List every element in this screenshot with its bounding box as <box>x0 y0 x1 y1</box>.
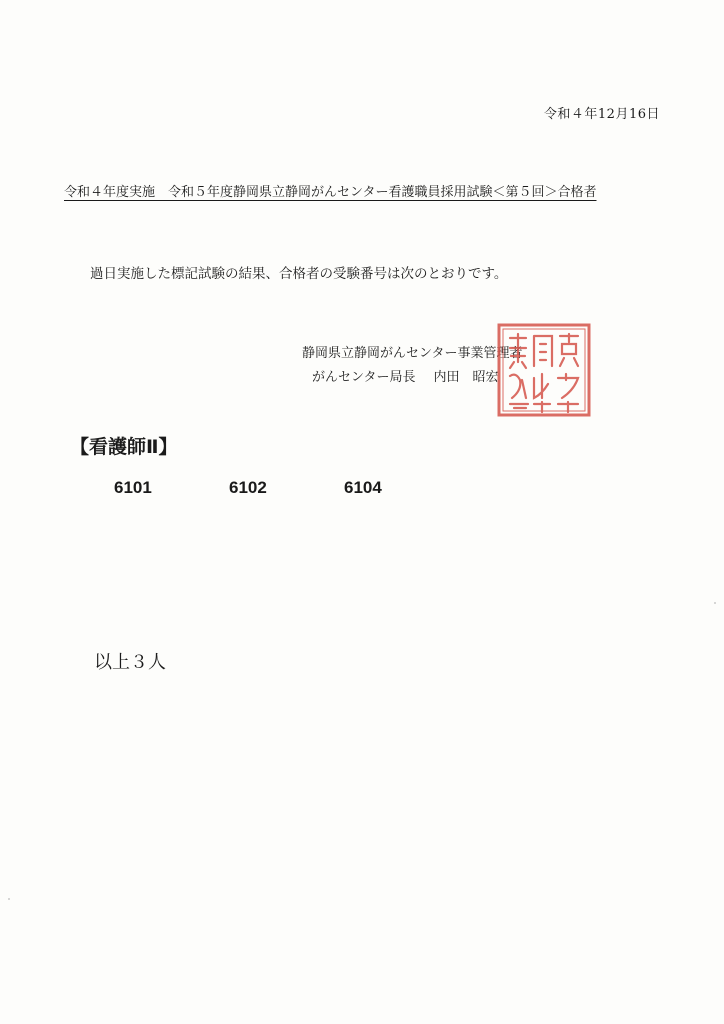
total-count: 以上３人 <box>94 652 166 673</box>
issuer-block <box>302 342 522 390</box>
official-seal-stamp <box>496 322 592 418</box>
section-heading: 【看護師Ⅱ】 <box>70 436 178 458</box>
issuer-organization: 静岡県立静岡がんセンター事業管理者 <box>302 346 523 361</box>
scan-speck <box>8 898 10 900</box>
scan-speck <box>714 602 716 604</box>
document-title: 令和４年度実施 令和５年度静岡県立静岡がんセンター看護職員採用試験＜第５回＞合格者 <box>64 185 597 200</box>
passing-number: 6102 <box>229 478 267 497</box>
issuer-name: 内田 昭宏 <box>433 370 499 385</box>
issuer-position-line <box>302 366 522 390</box>
passing-number: 6104 <box>344 478 382 497</box>
passing-number: 6101 <box>114 478 152 497</box>
issue-date: 令和４年12月16日 <box>543 107 660 122</box>
body-text: 過日実施した標記試験の結果、合格者の受験番号は次のとおりです。 <box>90 266 508 282</box>
issuer-position: がんセンター局長 <box>312 370 416 385</box>
passing-numbers-row <box>114 478 459 498</box>
